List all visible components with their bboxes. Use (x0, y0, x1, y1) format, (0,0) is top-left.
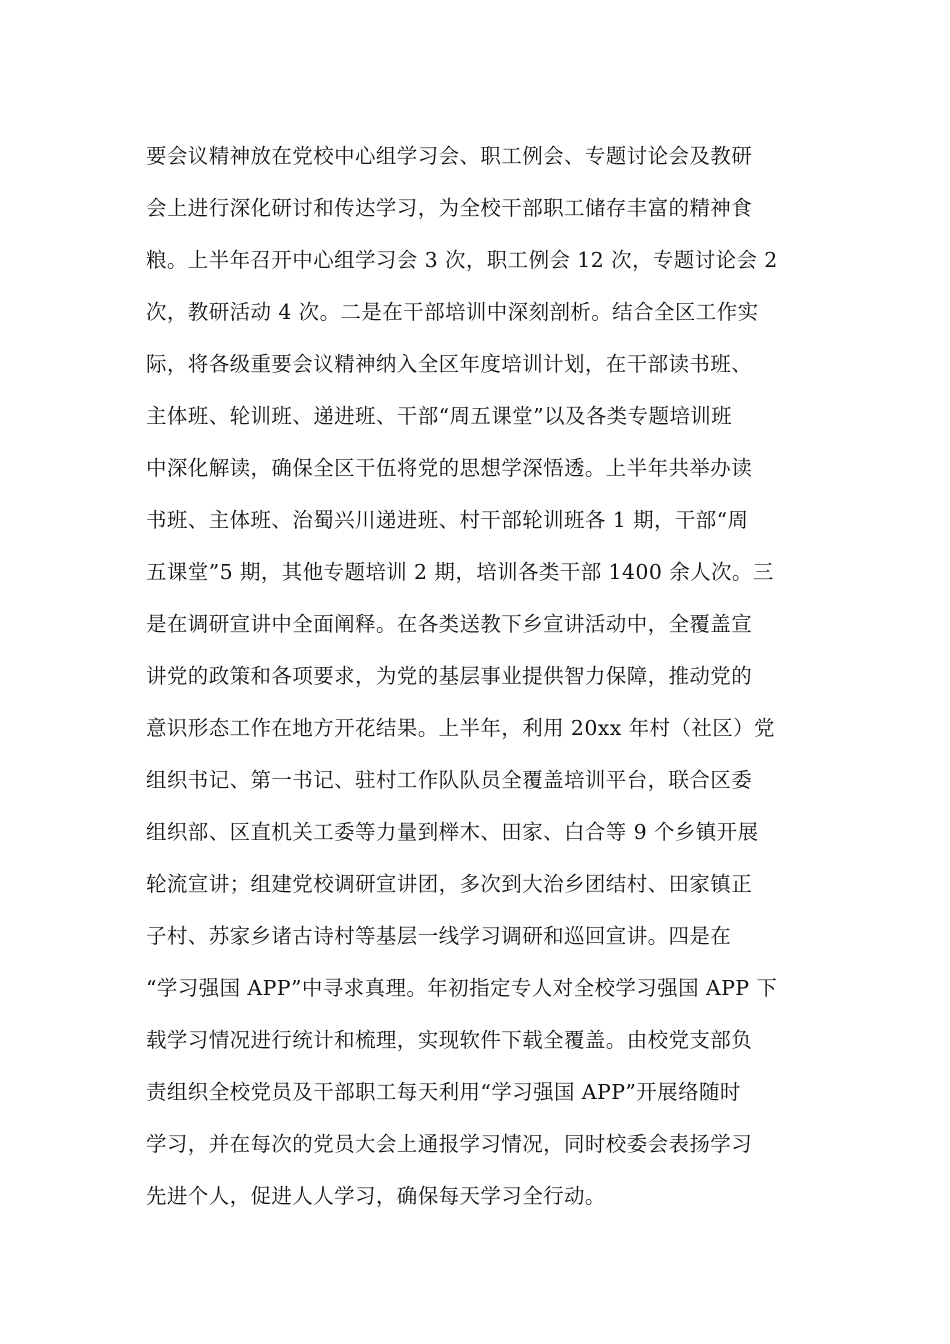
body-paragraph (146, 130, 816, 1222)
text-line: 主体班、轮训班、递进班、干部“周五课堂”以及各类专题培训班 (146, 404, 733, 428)
text-line: 载学习情况进行统计和梳理，实现软件下载全覆盖。由校党支部负 (146, 1028, 753, 1052)
text-line: 际，将各级重要会议精神纳入全区年度培训计划，在干部读书班、 (146, 352, 753, 376)
text-line: 讲党的政策和各项要求，为党的基层事业提供智力保障，推动党的 (146, 664, 753, 688)
text-line: 学习，并在每次的党员大会上通报学习情况，同时校委会表扬学习 (146, 1132, 753, 1156)
text-line: 中深化解读，确保全区干伍将党的思想学深悟透。上半年共举办读 (146, 456, 753, 480)
text-line: 要会议精神放在党校中心组学习会、职工例会、专题讨论会及教研 (146, 144, 753, 168)
text-line: “学习强国 APP”中寻求真理。年初指定专人对全校学习强国 APP 下 (146, 976, 778, 1000)
text-line: 是在调研宣讲中全面阐释。在各类送教下乡宣讲活动中，全覆盖宣 (146, 612, 753, 636)
text-line: 会上进行深化研讨和传达学习，为全校干部职工储存丰富的精神食 (146, 196, 753, 220)
text-line: 次，教研活动 4 次。二是在干部培训中深刻剖析。结合全区工作实 (146, 300, 759, 324)
text-line: 五课堂”5 期，其他专题培训 2 期，培训各类干部 1400 余人次。三 (146, 560, 774, 584)
text-line: 组织部、区直机关工委等力量到榉木、田家、白合等 9 个乡镇开展 (146, 820, 759, 844)
text-line: 先进个人，促进人人学习，确保每天学习全行动。 (146, 1184, 606, 1208)
text-line: 书班、主体班、治蜀兴川递进班、村干部轮训班各 1 期，干部“周 (146, 508, 749, 532)
text-line: 责组织全校党员及干部职工每天利用“学习强国 APP”开展络随时 (146, 1080, 741, 1104)
text-line: 组织书记、第一书记、驻村工作队队员全覆盖培训平台，联合区委 (146, 768, 753, 792)
text-line: 子村、苏家乡诸古诗村等基层一线学习调研和巡回宣讲。四是在 (146, 924, 732, 948)
text-line: 粮。上半年召开中心组学习会 3 次，职工例会 12 次，专题讨论会 2 (146, 248, 778, 272)
text-line: 轮流宣讲；组建党校调研宣讲团，多次到大治乡团结村、田家镇正 (146, 872, 753, 896)
text-line: 意识形态工作在地方开花结果。上半年，利用 20xx 年村（社区）党 (146, 716, 775, 740)
